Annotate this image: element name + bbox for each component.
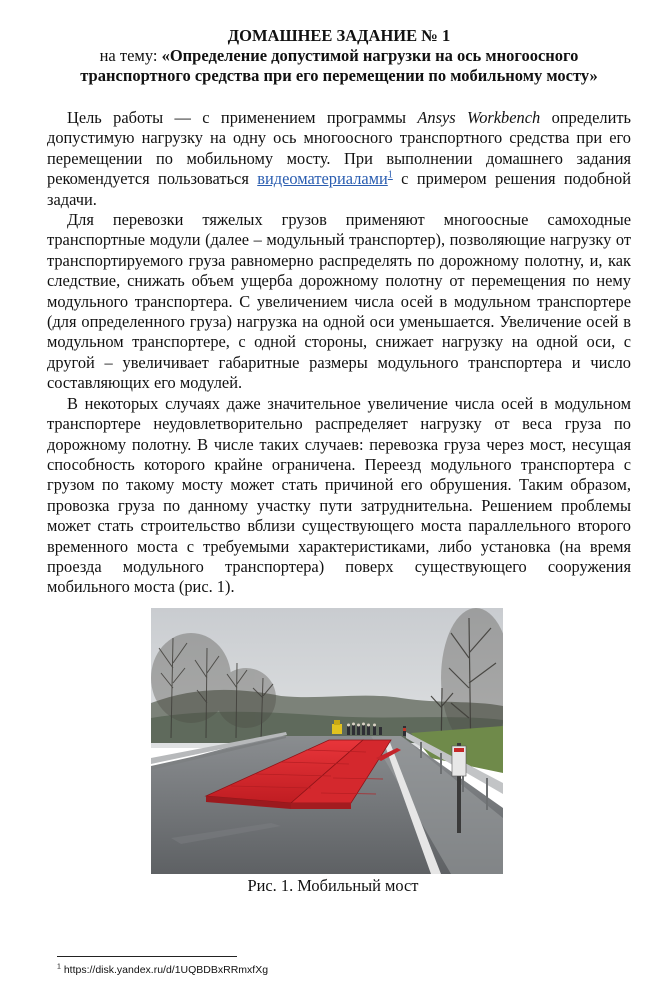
video-materials-link[interactable]: видеоматериалами (257, 169, 388, 189)
topic-prefix: на тему: (99, 46, 162, 65)
footnote-url[interactable]: https://disk.yandex.ru/d/1UQBDBxRRmxfXg (60, 964, 269, 976)
paragraph-bridge-problem: В некоторых случаях даже значительное увеличение числа осей в модульном транспортере неудовлетворительно распределяет нагрузку от веса груза по дорожному полотну. В числе таких случаев: перевозка груза через мост, несущая способность которого крайне ограничена. Переезд модульного транспортера с грузом по такому мосту может стать причиной его обрушения. Таким образом, провозка груза по данному участку пути затруднительна. Решением проблемы может стать строительство вблизи существующего моста параллельного второго временного моста с требуемыми характеристиками, либо установка (на время проезда модульного транспортера) поверх существующего сооружения мобильного моста (рис. 1). (47, 393, 631, 597)
document-topic-line1 (47, 46, 631, 66)
footnote-reference[interactable]: 1 (387, 169, 393, 181)
paragraph-modular-transporter: Для перевозки тяжелых грузов применяют многоосные самоходные транспортные модули (далее – модульный транспортер), позволяющие нагрузку от транспортируемого груза равномерно распределять по дорожному полотну, и, как следствие, снижать объем ущерба дорожному полотну от перемещения по нему модульного транспортера. С увеличением числа осей в модульном транспортере (для определенного груза) нагрузка на одной оси уменьшается. Увеличение осей в модульном транспортере, с одной стороны, снижает нагрузку на одной оси, с другой – увеличивает габаритные размеры модульного транспортера и число составляющих его модулей. (47, 210, 631, 393)
footnote (57, 964, 268, 977)
figure-caption: Рис. 1. Мобильный мост (247, 876, 419, 895)
footnote-separator (57, 956, 237, 957)
document-page (47, 26, 631, 598)
document-topic-line2: транспортного средства при его перемещении по мобильному мосту» (80, 66, 598, 85)
mobile-bridge-photo (151, 608, 503, 874)
document-title: ДОМАШНЕЕ ЗАДАНИЕ № 1 (227, 26, 451, 45)
footnote-mark: 1 (57, 963, 61, 971)
topic-text-line1: «Определение допустимой нагрузки на ось многоосного (161, 46, 579, 65)
software-name: Ansys Workbench (417, 108, 541, 127)
paragraph-goal: Цель работы — с применением программы Ansys Workbench определить допустимую нагрузку на одну ось многоосного транспортного средства при его перемещении по мобильному мосту. При выполнении домашнего задания рекомендуется пользоваться видеоматериалами$^1$ с примером решения подобной задачи. (47, 108, 631, 209)
